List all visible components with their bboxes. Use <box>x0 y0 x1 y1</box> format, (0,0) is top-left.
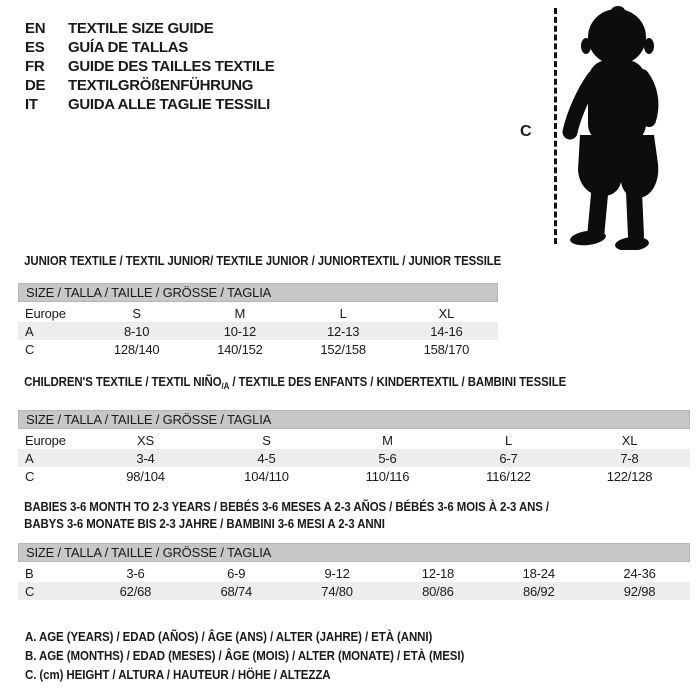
table-row <box>18 322 498 340</box>
heading-text: CHILDREN'S TEXTILE / TEXTIL NIÑO <box>24 374 222 389</box>
row-label: A <box>25 450 34 466</box>
footnote: B. AGE (MONTHS) / EDAD (MESES) / ÂGE (MOIS) / ALTER (MONATE) / ETÀ (MESI) <box>25 649 465 663</box>
size-header-bar: SIZE / TALLA / TAILLE / GRÖSSE / TAGLIA <box>18 410 690 429</box>
language-title: GUÍA DE TALLAS <box>68 39 188 56</box>
table-body <box>18 304 498 358</box>
footnote: A. AGE (YEARS) / EDAD (AÑOS) / ÂGE (ANS) / ALTER (JAHRE) / ETÀ (ANNI) <box>25 630 433 644</box>
table-cell: 14-16 <box>430 323 463 339</box>
language-row <box>25 38 274 57</box>
language-row <box>25 19 274 38</box>
table-cell: 6-9 <box>227 565 246 581</box>
table-cell: 12-18 <box>421 565 455 581</box>
table-cell: 10-12 <box>223 323 256 339</box>
table-cell: S <box>132 305 141 321</box>
language-code: EN <box>25 20 46 37</box>
table-row <box>18 564 690 582</box>
section-heading-block <box>18 498 690 532</box>
row-label: A <box>25 323 34 339</box>
table-row <box>18 582 690 600</box>
table-cell: 4-5 <box>257 450 276 466</box>
table-cell: 5-6 <box>378 450 397 466</box>
row-label: C <box>25 341 35 357</box>
table-cell: XL <box>621 432 638 448</box>
section-heading-block <box>18 252 502 269</box>
table-cell: 110/116 <box>365 468 410 484</box>
table-cell: 9-12 <box>324 565 350 581</box>
language-code: FR <box>25 58 45 75</box>
footnotes <box>25 628 502 685</box>
section-junior-textile <box>18 252 502 358</box>
table-cell: 122/128 <box>606 468 653 484</box>
table-row <box>18 467 690 485</box>
footnote: C. (cm) HEIGHT / ALTURA / HAUTEUR / HÖHE / ALTEZZA <box>25 668 331 682</box>
table-cell: M <box>234 305 246 321</box>
heading-text: BABYS 3-6 MONATE BIS 2-3 JAHRE / BAMBINI 3-6 MESI A 2-3 ANNI <box>24 516 385 531</box>
language-list <box>25 19 274 114</box>
table-row <box>18 431 690 449</box>
table-cell: 158/170 <box>423 341 470 357</box>
table-row <box>18 449 690 467</box>
row-label: Europe <box>25 305 66 321</box>
table-cell: 3-4 <box>136 450 155 466</box>
row-label: Europe <box>25 432 66 448</box>
table-body <box>18 564 690 600</box>
table-cell: 98/104 <box>126 468 165 484</box>
section-babies-textile <box>18 498 690 600</box>
table-cell: M <box>382 432 393 448</box>
language-row <box>25 95 274 114</box>
table-body <box>18 431 690 485</box>
table-cell: 128/140 <box>113 341 160 357</box>
language-code: DE <box>25 77 46 94</box>
section-heading <box>18 252 502 269</box>
figure-measure-label: C <box>520 123 532 140</box>
heading-text: BABIES 3-6 MONTH TO 2-3 YEARS / BEBÉS 3-6 MESES A 2-3 AÑOS / BÉBÉS 3-6 MOIS À 2-3 ANS / <box>24 499 550 514</box>
row-label: C <box>25 583 35 599</box>
table-cell: 62/68 <box>119 583 152 599</box>
table-row <box>18 304 498 322</box>
baby-silhouette-icon <box>552 4 692 250</box>
heading-text: JUNIOR TEXTILE / TEXTIL JUNIOR/ TEXTILE JUNIOR / JUNIORTEXTIL / JUNIOR TESSILE <box>24 253 502 268</box>
table-cell: 116/122 <box>486 468 531 484</box>
section-heading <box>18 373 609 395</box>
language-row <box>25 57 274 76</box>
language-title: GUIDA ALLE TAGLIE TESSILI <box>68 96 270 113</box>
table-row <box>18 340 498 358</box>
section-heading <box>18 498 609 515</box>
section-heading <box>18 515 609 532</box>
row-label: C <box>25 468 35 484</box>
size-header-bar: SIZE / TALLA / TAILLE / GRÖSSE / TAGLIA <box>18 283 498 302</box>
table-cell: 92/98 <box>623 583 656 599</box>
baby-silhouette-shapes <box>569 6 658 250</box>
table-cell: 12-13 <box>327 323 360 339</box>
language-code: ES <box>25 39 45 56</box>
table-cell: L <box>339 305 347 321</box>
language-code: IT <box>25 96 38 113</box>
table-cell: 68/74 <box>220 583 253 599</box>
table-cell: 86/92 <box>522 583 555 599</box>
language-title: TEXTILE SIZE GUIDE <box>68 20 214 37</box>
table-cell: 74/80 <box>321 583 353 599</box>
table-cell: 3-6 <box>126 565 145 581</box>
table-cell: 80/86 <box>422 583 454 599</box>
table-cell: XL <box>438 305 455 321</box>
table-cell: S <box>262 432 271 448</box>
table-cell: L <box>504 432 513 448</box>
row-label: B <box>25 565 34 581</box>
table-cell: 24-36 <box>623 565 656 581</box>
table-cell: 6-7 <box>499 450 518 466</box>
table-cell: 8-10 <box>124 323 150 339</box>
table-cell: 140/152 <box>217 341 263 357</box>
section-childrens-textile <box>18 373 690 485</box>
table-cell: XS <box>137 432 154 448</box>
table-cell: 7-8 <box>620 450 639 466</box>
language-title: GUIDE DES TAILLES TEXTILE <box>68 58 275 75</box>
language-row <box>25 76 274 95</box>
language-title: TEXTILGRÖßENFÜHRUNG <box>68 77 254 94</box>
heading-subscript: /A <box>221 381 230 391</box>
section-heading-block <box>18 373 690 395</box>
table-cell: 152/158 <box>320 341 366 357</box>
table-cell: 104/110 <box>244 468 289 484</box>
table-cell: 18-24 <box>522 565 555 581</box>
size-header-bar: SIZE / TALLA / TAILLE / GRÖSSE / TAGLIA <box>18 543 690 562</box>
heading-text: / TEXTILE DES ENFANTS / KINDERTEXTIL / BAMBINI TESSILE <box>229 374 567 389</box>
